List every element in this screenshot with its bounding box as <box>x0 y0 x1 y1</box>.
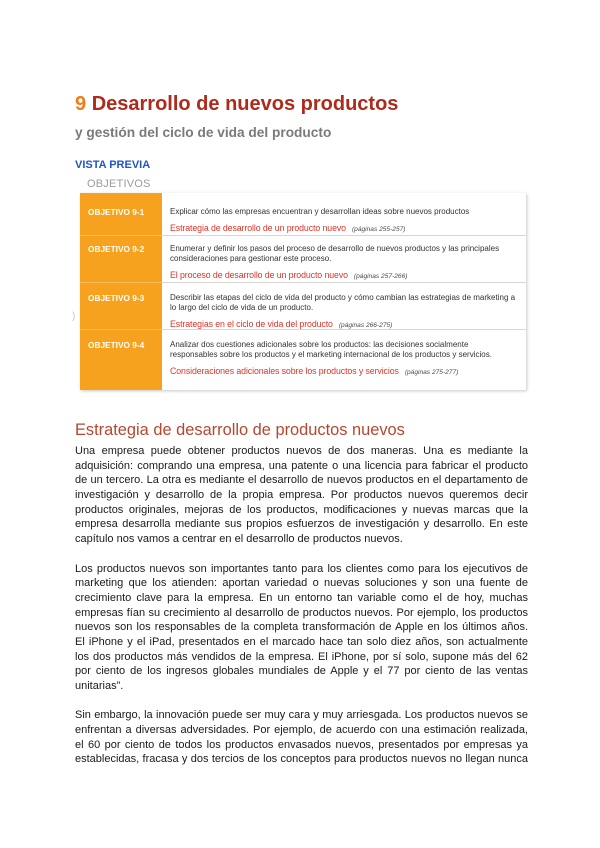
objective-section-link[interactable] <box>170 364 526 379</box>
objective-section-title[interactable]: El proceso de desarrollo de un producto nuevo <box>170 270 348 280</box>
objective-row <box>80 283 526 330</box>
objective-body <box>162 236 526 283</box>
text-line: investigación y desarrollo de la propia empresa. Por productos nuevos queremos decir <box>75 489 528 502</box>
text-line: marketing que los atienden: aportan variedad o nuevas soluciones y son una fuente de <box>75 577 528 590</box>
objective-description-line: consideraciones para gestionar este proceso. <box>170 254 332 263</box>
text-line: establecidas, fracasa y dos tercios de los conceptos para productos nuevos no llegan nunca <box>75 753 528 766</box>
text-line: empresa desarrolla mediante sus propios esfuerzos de investigación y desarrollo. En este <box>75 518 528 531</box>
objectives-heading: OBJETIVOS <box>87 178 151 190</box>
objective-label: OBJETIVO 9-1 <box>80 193 162 236</box>
objective-description-line: Analizar dos cuestiones adicionales sobre los productos: las decisiones socialmente <box>170 340 469 349</box>
objective-body <box>162 283 526 330</box>
text-line: capítulo nos vamos a centrar en el desarrollo de productos nuevos. <box>75 533 403 546</box>
text-line: por ciento de los ingresos globales mundiales de Apple y el 77 por ciento de las ventas <box>75 665 528 678</box>
objective-pages: (páginas 266-275) <box>338 322 393 329</box>
objective-section-title[interactable]: Estrategia de desarrollo de un producto nuevo <box>170 223 346 233</box>
text-line: unitarias”. <box>75 680 124 692</box>
chapter-title-text: Desarrollo de nuevos productos <box>91 93 399 115</box>
chapter-title <box>75 92 398 116</box>
objective-row <box>80 193 526 236</box>
text-line: productos originales, mejoras de los productos, modificaciones y nuevas marcas que la <box>75 503 528 516</box>
objective-pages: (páginas 257-266) <box>353 273 408 280</box>
text-line: empresas fían su crecimiento al desarrollo de productos nuevos. Por ejemplo, los productos <box>75 606 528 619</box>
objective-body <box>162 193 526 236</box>
objective-pages: (páginas 275-277) <box>404 369 459 376</box>
paragraph <box>75 562 528 694</box>
objective-row <box>80 236 526 283</box>
objective-description-line: responsables sobre los productos y el marketing internacional de los productos y servicios. <box>170 350 492 359</box>
paragraph <box>75 444 528 547</box>
objective-label: OBJETIVO 9-2 <box>80 236 162 283</box>
text-line: los dos productos más vendidos de la empresa. El iPhone, por sí solo, supone más del 62 <box>75 650 528 663</box>
objective-description-line: Describir las etapas del ciclo de vida del producto y cómo cambian las estrategias de marketing a <box>170 293 516 302</box>
objective-section-title[interactable]: Consideraciones adicionales sobre los productos y servicios <box>170 366 399 376</box>
objective-description-line: Explicar cómo las empresas encuentran y desarrollan ideas sobre nuevos productos <box>170 207 470 216</box>
text-line: Los productos nuevos son importantes tanto para los clientes como para los ejecutivos de <box>75 562 528 575</box>
objective-section-link[interactable] <box>170 221 526 236</box>
text-line: Sin embargo, la innovación puede ser muy cara y muy arriesgada. Los productos nuevos se <box>75 709 528 722</box>
section-heading: Estrategia de desarrollo de productos nuevos <box>75 421 405 439</box>
objective-section-title[interactable]: Estrategias en el ciclo de vida del producto <box>170 319 333 329</box>
chapter-subtitle: y gestión del ciclo de vida del producto <box>75 125 332 140</box>
text-line: nuevos son los responsables de la completa transformación de Apple en los últimos años. <box>75 621 528 634</box>
objective-description-line: lo largo del ciclo de vida de un producto. <box>170 303 314 312</box>
margin-mark: ) <box>72 311 76 322</box>
text-line: el 60 por ciento de todos los productos envasados nuevos, presentados por empresas ya <box>75 738 528 751</box>
paragraph <box>75 708 528 767</box>
objective-section-link[interactable] <box>170 268 526 283</box>
objective-pages: (páginas 255-257) <box>351 226 406 233</box>
preview-label: VISTA PREVIA <box>75 159 151 171</box>
text-line: El iPhone y el iPad, presentados en el marcado hace tan solo diez años, son actualmente <box>75 635 528 648</box>
text-line: Una empresa puede obtener productos nuevos de dos maneras. Una es mediante la <box>75 445 528 457</box>
text-line: de un tercero. La otra es mediante el desarrollo de nuevos productos en el departamento de <box>75 474 528 487</box>
objective-label: OBJETIVO 9-3 <box>80 283 162 330</box>
body-text <box>75 444 528 782</box>
text-line: crecimiento clave para la empresa. En un entorno tan variable como el de hoy, muchas <box>75 591 528 604</box>
objective-row <box>80 330 526 390</box>
objective-label: OBJETIVO 9-4 <box>80 330 162 390</box>
objective-description-line: Enumerar y definir los pasos del proceso de desarrollo de nuevos productos y las principales <box>170 244 500 253</box>
chapter-number: 9 <box>75 93 87 115</box>
text-line: enfrentan a diversas adversidades. Por ejemplo, de acuerdo con una estimación realizada, <box>75 724 528 737</box>
objective-body <box>162 330 526 390</box>
text-line: adquisición: comprando una empresa, una patente o una licencia para fabricar el producto <box>75 459 528 472</box>
objectives-box <box>80 193 526 390</box>
